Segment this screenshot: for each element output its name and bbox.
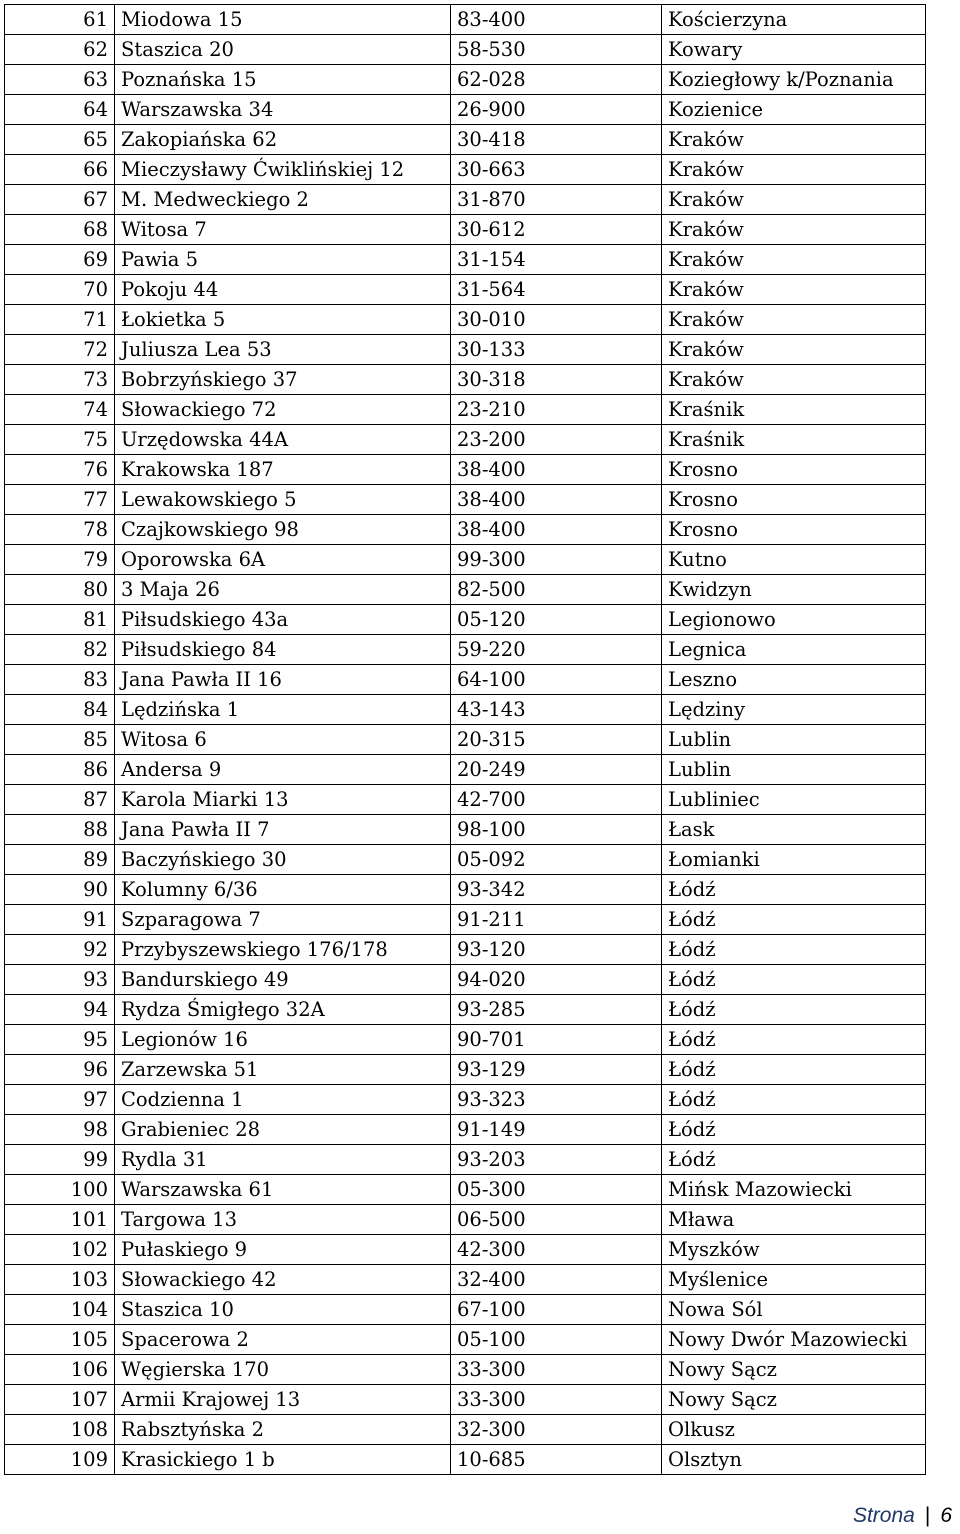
street-address-cell: Oporowska 6A [115,545,451,575]
street-address-cell: Karola Miarki 13 [115,785,451,815]
city-cell: Kraków [662,155,926,185]
street-address-cell: Szparagowa 7 [115,905,451,935]
postal-code-cell: 32-300 [451,1415,662,1445]
row-number-cell: 99 [5,1145,115,1175]
street-address-cell: Rydza Śmigłego 32A [115,995,451,1025]
table-row [5,1265,926,1295]
street-address-cell: Pułaskiego 9 [115,1235,451,1265]
postal-code-cell: 30-318 [451,365,662,395]
street-address-cell: Rydla 31 [115,1145,451,1175]
row-number-cell: 66 [5,155,115,185]
table-row [5,815,926,845]
row-number-cell: 92 [5,935,115,965]
postal-code-cell: 93-323 [451,1085,662,1115]
postal-code-cell: 90-701 [451,1025,662,1055]
city-cell: Krosno [662,485,926,515]
postal-code-cell: 42-300 [451,1235,662,1265]
row-number-cell: 86 [5,755,115,785]
city-cell: Łomianki [662,845,926,875]
row-number-cell: 70 [5,275,115,305]
city-cell: Kraśnik [662,395,926,425]
table-row [5,305,926,335]
table-row [5,665,926,695]
city-cell: Leszno [662,665,926,695]
city-cell: Łódź [662,1025,926,1055]
street-address-cell: Węgierska 170 [115,1355,451,1385]
street-address-cell: Baczyńskiego 30 [115,845,451,875]
table-row [5,455,926,485]
table-row [5,905,926,935]
city-cell: Krosno [662,455,926,485]
street-address-cell: Krasickiego 1 b [115,1445,451,1475]
street-address-cell: Piłsudskiego 43a [115,605,451,635]
row-number-cell: 89 [5,845,115,875]
street-address-cell: Pokoju 44 [115,275,451,305]
row-number-cell: 71 [5,305,115,335]
postal-code-cell: 23-210 [451,395,662,425]
street-address-cell: Piłsudskiego 84 [115,635,451,665]
postal-code-cell: 42-700 [451,785,662,815]
table-row [5,1235,926,1265]
postal-code-cell: 98-100 [451,815,662,845]
row-number-cell: 85 [5,725,115,755]
table-row [5,1055,926,1085]
row-number-cell: 104 [5,1295,115,1325]
street-address-cell: Armii Krajowej 13 [115,1385,451,1415]
street-address-cell: Kolumny 6/36 [115,875,451,905]
row-number-cell: 106 [5,1355,115,1385]
postal-code-cell: 59-220 [451,635,662,665]
row-number-cell: 80 [5,575,115,605]
row-number-cell: 79 [5,545,115,575]
postal-code-cell: 32-400 [451,1265,662,1295]
city-cell: Kraków [662,275,926,305]
street-address-cell: Warszawska 34 [115,95,451,125]
city-cell: Kutno [662,545,926,575]
city-cell: Olsztyn [662,1445,926,1475]
table-row [5,1145,926,1175]
city-cell: Krosno [662,515,926,545]
row-number-cell: 90 [5,875,115,905]
row-number-cell: 76 [5,455,115,485]
street-address-cell: Jana Pawła II 7 [115,815,451,845]
row-number-cell: 108 [5,1415,115,1445]
street-address-cell: Bobrzyńskiego 37 [115,365,451,395]
postal-code-cell: 43-143 [451,695,662,725]
postal-code-cell: 05-120 [451,605,662,635]
table-row [5,1025,926,1055]
postal-code-cell: 31-564 [451,275,662,305]
row-number-cell: 98 [5,1115,115,1145]
table-row [5,35,926,65]
postal-code-cell: 93-129 [451,1055,662,1085]
city-cell: Kraków [662,215,926,245]
city-cell: Łódź [662,1145,926,1175]
postal-code-cell: 64-100 [451,665,662,695]
postal-code-cell: 20-315 [451,725,662,755]
street-address-cell: Lędzińska 1 [115,695,451,725]
row-number-cell: 103 [5,1265,115,1295]
street-address-cell: Spacerowa 2 [115,1325,451,1355]
city-cell: Nowy Dwór Mazowiecki [662,1325,926,1355]
table-row [5,5,926,35]
postal-code-cell: 30-133 [451,335,662,365]
city-cell: Kozienice [662,95,926,125]
city-cell: Mińsk Mazowiecki [662,1175,926,1205]
row-number-cell: 75 [5,425,115,455]
postal-code-cell: 93-342 [451,875,662,905]
street-address-cell: Witosa 6 [115,725,451,755]
city-cell: Myślenice [662,1265,926,1295]
city-cell: Lubliniec [662,785,926,815]
table-row [5,935,926,965]
city-cell: Nowy Sącz [662,1385,926,1415]
postal-code-cell: 93-120 [451,935,662,965]
table-row [5,215,926,245]
postal-code-cell: 05-100 [451,1325,662,1355]
postal-code-cell: 38-400 [451,515,662,545]
table-row [5,485,926,515]
row-number-cell: 93 [5,965,115,995]
row-number-cell: 109 [5,1445,115,1475]
row-number-cell: 72 [5,335,115,365]
table-row [5,1355,926,1385]
street-address-cell: Urzędowska 44A [115,425,451,455]
postal-code-cell: 58-530 [451,35,662,65]
row-number-cell: 63 [5,65,115,95]
postal-code-cell: 23-200 [451,425,662,455]
table-row [5,1445,926,1475]
city-cell: Kraków [662,245,926,275]
postal-code-cell: 67-100 [451,1295,662,1325]
row-number-cell: 62 [5,35,115,65]
row-number-cell: 68 [5,215,115,245]
row-number-cell: 82 [5,635,115,665]
address-table-body [5,5,926,1475]
city-cell: Łódź [662,1115,926,1145]
address-table [4,4,926,1475]
city-cell: Kraków [662,305,926,335]
row-number-cell: 73 [5,365,115,395]
table-row [5,1115,926,1145]
table-row [5,575,926,605]
row-number-cell: 65 [5,125,115,155]
table-row [5,125,926,155]
street-address-cell: Mieczysławy Ćwiklińskiej 12 [115,155,451,185]
city-cell: Myszków [662,1235,926,1265]
street-address-cell: Łokietka 5 [115,305,451,335]
street-address-cell: Grabieniec 28 [115,1115,451,1145]
row-number-cell: 96 [5,1055,115,1085]
postal-code-cell: 38-400 [451,455,662,485]
city-cell: Legnica [662,635,926,665]
table-row [5,725,926,755]
row-number-cell: 83 [5,665,115,695]
row-number-cell: 74 [5,395,115,425]
street-address-cell: Słowackiego 42 [115,1265,451,1295]
city-cell: Kowary [662,35,926,65]
row-number-cell: 91 [5,905,115,935]
row-number-cell: 94 [5,995,115,1025]
row-number-cell: 97 [5,1085,115,1115]
table-row [5,965,926,995]
postal-code-cell: 82-500 [451,575,662,605]
street-address-cell: Juliusza Lea 53 [115,335,451,365]
postal-code-cell: 33-300 [451,1355,662,1385]
table-row [5,1205,926,1235]
table-row [5,995,926,1025]
table-row [5,1295,926,1325]
postal-code-cell: 30-612 [451,215,662,245]
city-cell: Łódź [662,1055,926,1085]
city-cell: Kraśnik [662,425,926,455]
city-cell: Łódź [662,935,926,965]
row-number-cell: 102 [5,1235,115,1265]
row-number-cell: 81 [5,605,115,635]
row-number-cell: 87 [5,785,115,815]
table-row [5,635,926,665]
page-separator: | [924,1504,931,1527]
city-cell: Łódź [662,1085,926,1115]
city-cell: Kościerzyna [662,5,926,35]
table-row [5,785,926,815]
table-row [5,545,926,575]
city-cell: Łódź [662,905,926,935]
postal-code-cell: 30-010 [451,305,662,335]
street-address-cell: Poznańska 15 [115,65,451,95]
street-address-cell: 3 Maja 26 [115,575,451,605]
table-row [5,275,926,305]
city-cell: Olkusz [662,1415,926,1445]
city-cell: Kraków [662,365,926,395]
row-number-cell: 107 [5,1385,115,1415]
city-cell: Lublin [662,725,926,755]
street-address-cell: Bandurskiego 49 [115,965,451,995]
city-cell: Nowa Sól [662,1295,926,1325]
table-row [5,1415,926,1445]
city-cell: Nowy Sącz [662,1355,926,1385]
row-number-cell: 84 [5,695,115,725]
postal-code-cell: 31-154 [451,245,662,275]
table-row [5,65,926,95]
street-address-cell: Jana Pawła II 16 [115,665,451,695]
row-number-cell: 69 [5,245,115,275]
city-cell: Lędziny [662,695,926,725]
table-row [5,335,926,365]
table-row [5,365,926,395]
row-number-cell: 64 [5,95,115,125]
row-number-cell: 67 [5,185,115,215]
postal-code-cell: 91-149 [451,1115,662,1145]
city-cell: Mława [662,1205,926,1235]
street-address-cell: Lewakowskiego 5 [115,485,451,515]
table-row [5,155,926,185]
street-address-cell: Przybyszewskiego 176/178 [115,935,451,965]
row-number-cell: 78 [5,515,115,545]
postal-code-cell: 30-418 [451,125,662,155]
street-address-cell: Rabsztyńska 2 [115,1415,451,1445]
postal-code-cell: 20-249 [451,755,662,785]
street-address-cell: Legionów 16 [115,1025,451,1055]
street-address-cell: Krakowska 187 [115,455,451,485]
street-address-cell: Miodowa 15 [115,5,451,35]
city-cell: Łódź [662,965,926,995]
postal-code-cell: 62-028 [451,65,662,95]
city-cell: Kraków [662,125,926,155]
street-address-cell: Zarzewska 51 [115,1055,451,1085]
city-cell: Łódź [662,875,926,905]
page-label: Strona [852,1504,915,1527]
street-address-cell: Czajkowskiego 98 [115,515,451,545]
street-address-cell: Pawia 5 [115,245,451,275]
table-row [5,245,926,275]
table-row [5,605,926,635]
postal-code-cell: 06-500 [451,1205,662,1235]
table-row [5,395,926,425]
table-row [5,1085,926,1115]
postal-code-cell: 93-203 [451,1145,662,1175]
city-cell: Lublin [662,755,926,785]
city-cell: Łask [662,815,926,845]
table-row [5,185,926,215]
street-address-cell: Codzienna 1 [115,1085,451,1115]
table-row [5,845,926,875]
street-address-cell: Andersa 9 [115,755,451,785]
table-row [5,515,926,545]
table-row [5,875,926,905]
city-cell: Kraków [662,185,926,215]
street-address-cell: Staszica 20 [115,35,451,65]
street-address-cell: M. Medweckiego 2 [115,185,451,215]
row-number-cell: 101 [5,1205,115,1235]
postal-code-cell: 05-092 [451,845,662,875]
street-address-cell: Staszica 10 [115,1295,451,1325]
street-address-cell: Targowa 13 [115,1205,451,1235]
city-cell: Łódź [662,995,926,1025]
table-row [5,1175,926,1205]
table-row [5,755,926,785]
row-number-cell: 95 [5,1025,115,1055]
postal-code-cell: 38-400 [451,485,662,515]
street-address-cell: Witosa 7 [115,215,451,245]
postal-code-cell: 05-300 [451,1175,662,1205]
table-row [5,1385,926,1415]
row-number-cell: 61 [5,5,115,35]
row-number-cell: 77 [5,485,115,515]
table-row [5,1325,926,1355]
postal-code-cell: 83-400 [451,5,662,35]
row-number-cell: 100 [5,1175,115,1205]
city-cell: Kraków [662,335,926,365]
row-number-cell: 105 [5,1325,115,1355]
row-number-cell: 88 [5,815,115,845]
street-address-cell: Słowackiego 72 [115,395,451,425]
postal-code-cell: 30-663 [451,155,662,185]
postal-code-cell: 99-300 [451,545,662,575]
postal-code-cell: 26-900 [451,95,662,125]
city-cell: Koziegłowy k/Poznania [662,65,926,95]
postal-code-cell: 33-300 [451,1385,662,1415]
street-address-cell: Zakopiańska 62 [115,125,451,155]
page-footer [853,1504,952,1528]
page-number: 6 [940,1504,952,1527]
postal-code-cell: 31-870 [451,185,662,215]
city-cell: Legionowo [662,605,926,635]
postal-code-cell: 94-020 [451,965,662,995]
table-row [5,95,926,125]
table-row [5,695,926,725]
street-address-cell: Warszawska 61 [115,1175,451,1205]
city-cell: Kwidzyn [662,575,926,605]
table-row [5,425,926,455]
postal-code-cell: 93-285 [451,995,662,1025]
postal-code-cell: 91-211 [451,905,662,935]
postal-code-cell: 10-685 [451,1445,662,1475]
